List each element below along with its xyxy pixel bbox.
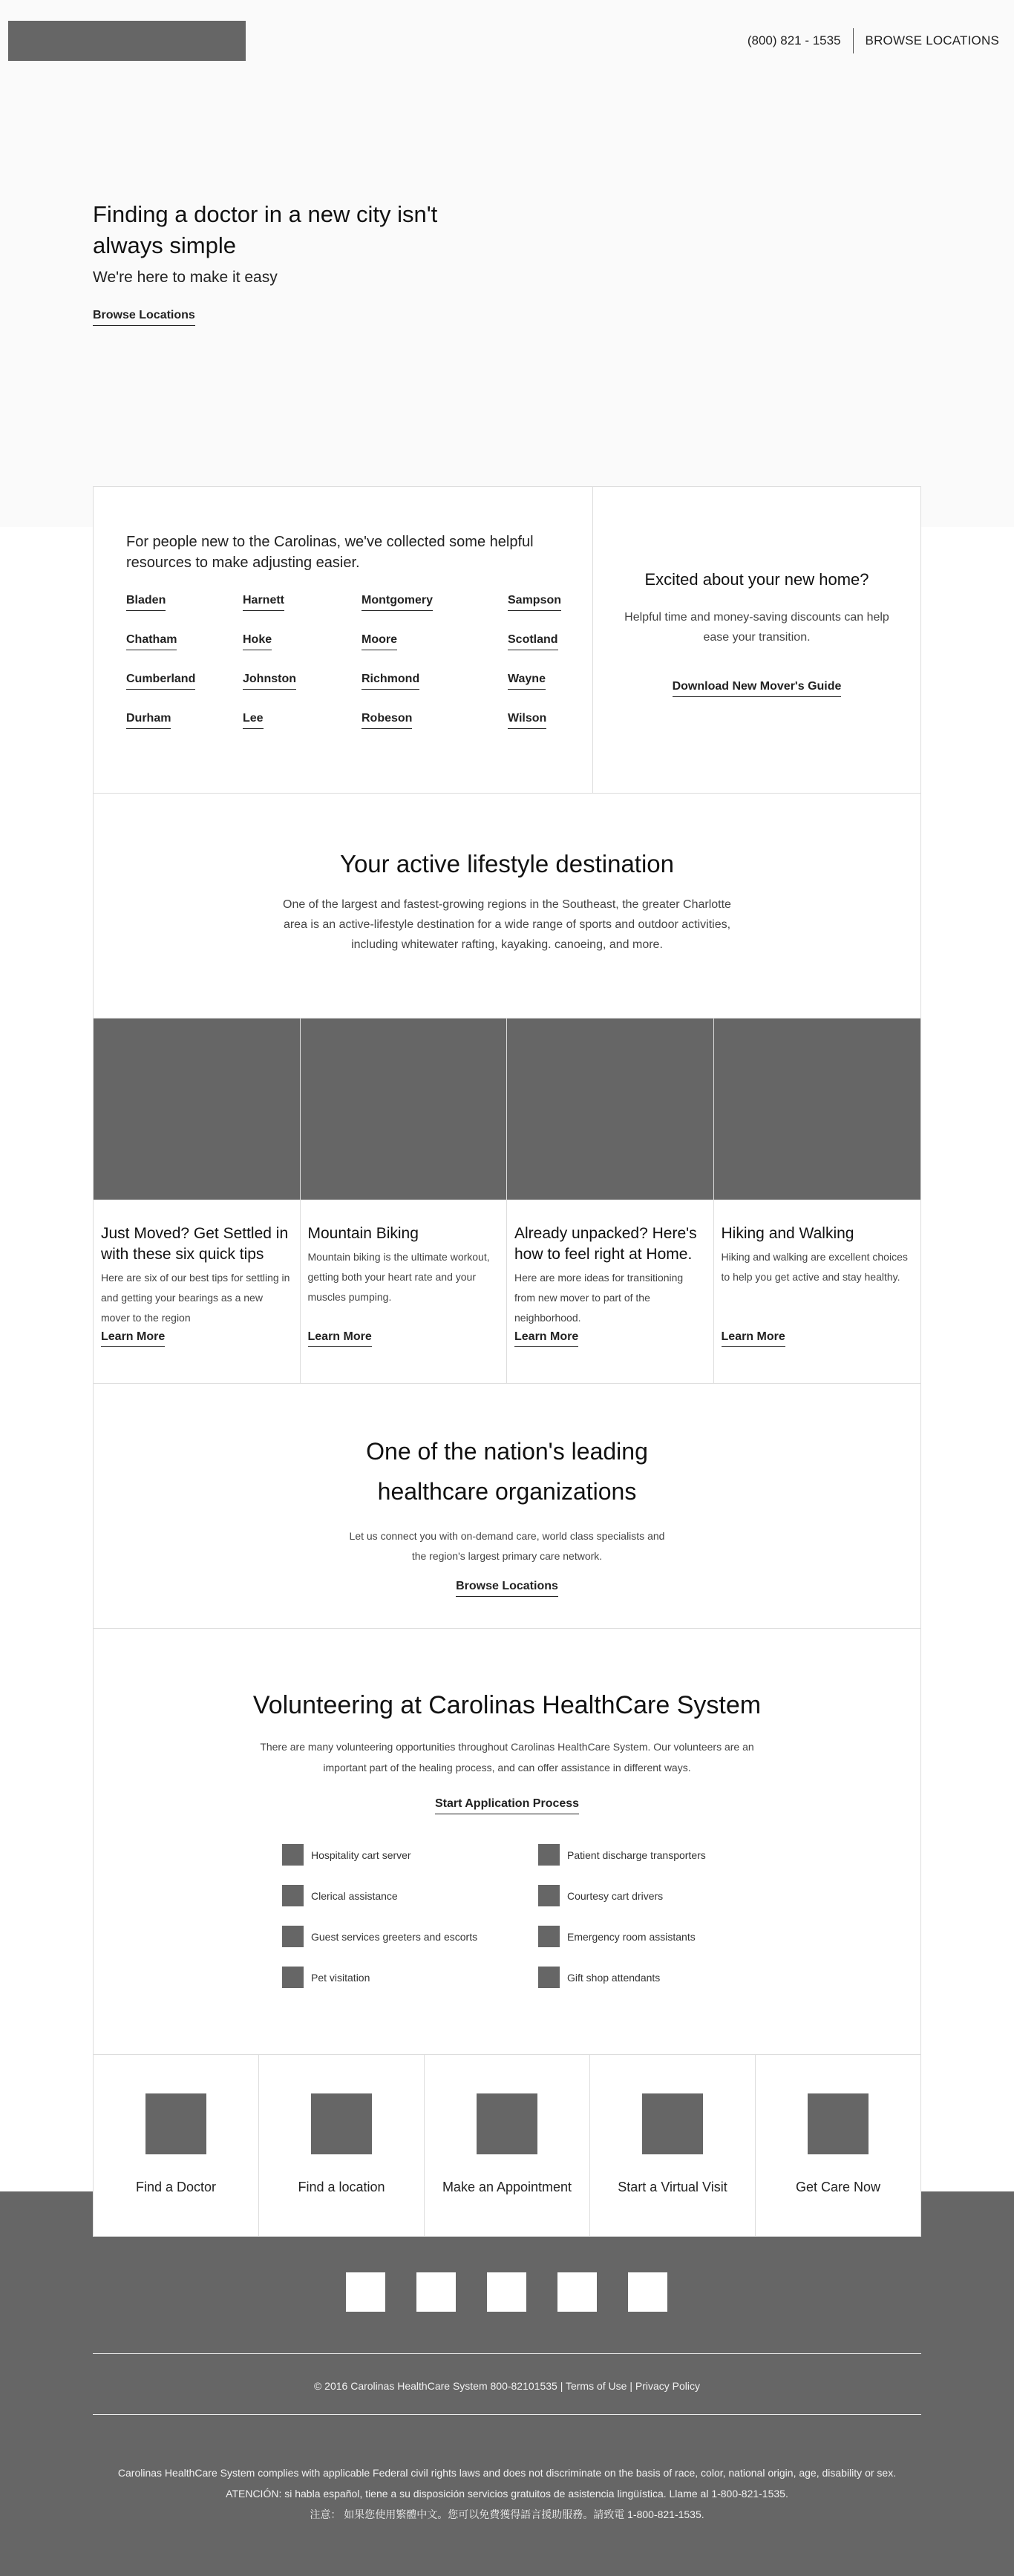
social-icon[interactable] <box>557 2272 597 2312</box>
volunteer-role <box>538 1926 731 1947</box>
role-icon <box>538 1844 560 1866</box>
quick-links <box>94 2055 920 2236</box>
card-learn-more-link[interactable]: Learn More <box>101 1330 165 1347</box>
county-link[interactable]: Bladen <box>126 594 166 611</box>
doctor-icon <box>145 2093 206 2154</box>
volunteer-text: There are many volunteering opportunities throughout Carolinas HealthCare System. Our volunteers are an important part of the healing process, and can offer assistance in different ways. <box>260 1741 754 1774</box>
movers-guide-title: Excited about your new home? <box>644 570 869 589</box>
header-actions <box>748 28 999 53</box>
hero-subtitle: We're here to make it easy <box>93 269 278 286</box>
phone-link[interactable]: (800) 821 - 1535 <box>748 28 854 53</box>
county-link[interactable]: Montgomery <box>362 594 433 611</box>
copyright <box>93 2380 921 2392</box>
county-list <box>126 594 560 729</box>
card-title: Already unpacked? Here's how to feel right at Home. <box>514 1225 697 1263</box>
terms-link[interactable]: Terms of Use <box>565 2380 627 2392</box>
healthcare-text: Let us connect you with on-demand care, world class specialists and the region's largest primary care network. <box>349 1530 665 1562</box>
card-body <box>507 1200 713 1384</box>
counties-intro: For people new to the Carolinas, we've collected some helpful resources to make adjusting easier. <box>126 534 534 571</box>
lifestyle-text: One of the largest and fastest-growing regions in the Southeast, the greater Charlotte area is an active-lifestyle destination for a wide range of sports and outdoor activities, including whitewater rafting, kayaking. canoeing, and more. <box>283 898 731 951</box>
quick-link-virtual-visit[interactable] <box>590 2055 756 2236</box>
card-body <box>94 1200 300 1384</box>
role-label: Hospitality cart server <box>311 1848 411 1861</box>
volunteer-role <box>282 1926 538 1947</box>
card-image <box>507 1019 713 1200</box>
role-label: Patient discharge transporters <box>567 1848 706 1861</box>
role-label: Pet visitation <box>311 1971 370 1984</box>
quick-link-find-location[interactable] <box>259 2055 425 2236</box>
county-link[interactable]: Wilson <box>508 712 546 729</box>
legal-spanish: ATENCIÓN: si habla español, tiene a su disposición servicios gratuitos de asistencia lingüística. Llame al 1-800-821-1535. <box>226 2488 788 2500</box>
role-label: Gift shop attendants <box>567 1971 661 1984</box>
movers-guide-panel <box>593 487 920 793</box>
quick-link-care-now[interactable] <box>756 2055 920 2236</box>
social-icon[interactable] <box>487 2272 526 2312</box>
role-label: Courtesy cart drivers <box>567 1889 664 1902</box>
card-text: Here are six of our best tips for settling in and getting your bearings as a new mover to the region <box>101 1272 290 1324</box>
volunteer-section <box>94 1629 920 2055</box>
role-icon <box>282 1926 304 1947</box>
volunteer-role <box>538 1967 731 1988</box>
counties-section <box>94 487 920 794</box>
hero <box>93 199 479 326</box>
role-icon <box>538 1885 560 1906</box>
card-learn-more-link[interactable]: Learn More <box>722 1330 785 1347</box>
card-body <box>301 1200 507 1384</box>
site-header <box>0 0 1014 82</box>
download-movers-guide-link[interactable]: Download New Mover's Guide <box>673 680 842 697</box>
role-label: Emergency room assistants <box>567 1930 696 1943</box>
card-title: Just Moved? Get Settled in with these six quick tips <box>101 1225 289 1263</box>
footer-divider <box>93 2353 921 2354</box>
article-cards <box>94 1019 920 1384</box>
volunteer-roles <box>282 1844 920 1988</box>
role-icon <box>282 1885 304 1906</box>
card-title: Mountain Biking <box>307 1225 419 1242</box>
card-text: Here are more ideas for transitioning from new mover to part of the neighborhood. <box>514 1272 684 1324</box>
card-text: Mountain biking is the ultimate workout, getting both your heart rate and your muscles pumping. <box>307 1251 490 1303</box>
healthcare-section <box>94 1384 920 1629</box>
quick-link-label: Start a Virtual Visit <box>618 2180 727 2194</box>
card-learn-more-link[interactable]: Learn More <box>514 1330 578 1347</box>
county-link[interactable]: Scotland <box>508 633 558 650</box>
card-image <box>714 1019 921 1200</box>
role-icon <box>538 1926 560 1947</box>
role-label: Guest services greeters and escorts <box>311 1930 478 1943</box>
county-link[interactable]: Hoke <box>243 633 272 650</box>
card-learn-more-link[interactable]: Learn More <box>308 1330 372 1347</box>
lifestyle-section <box>94 794 920 1019</box>
article-card <box>714 1019 921 1383</box>
browse-locations-link[interactable]: BROWSE LOCATIONS <box>865 33 999 48</box>
volunteer-role <box>282 1885 538 1906</box>
role-icon <box>282 1967 304 1988</box>
healthcare-title: One of the nation's leading healthcare organizations <box>366 1438 648 1505</box>
counties-panel <box>94 487 593 793</box>
legal-english: Carolinas HealthCare System complies with applicable Federal civil rights laws and does not discriminate on the basis of race, color, national origin, age, disability or sex. <box>117 2467 897 2479</box>
hero-browse-locations-link[interactable]: Browse Locations <box>93 309 195 326</box>
video-icon <box>642 2093 703 2154</box>
card-text: Hiking and walking are excellent choices to help you get active and stay healthy. <box>721 1251 908 1283</box>
social-icon[interactable] <box>628 2272 667 2312</box>
legal-notice <box>93 2462 921 2525</box>
volunteer-role <box>538 1844 731 1866</box>
social-icon[interactable] <box>416 2272 456 2312</box>
county-link[interactable]: Harnett <box>243 594 284 611</box>
quick-link-label: Find a Doctor <box>135 2180 217 2194</box>
volunteer-role <box>282 1967 538 1988</box>
quick-link-find-doctor[interactable] <box>94 2055 259 2236</box>
main-content <box>93 486 921 2237</box>
volunteer-title: Volunteering at Carolinas HealthCare System <box>252 1691 762 1719</box>
article-card <box>301 1019 508 1383</box>
card-image <box>301 1019 507 1200</box>
legal-chinese: 注意： 如果您使用繁體中文。您可以免費獲得語言援助服務。請致電 1-800-821-1535. <box>310 2508 704 2520</box>
social-icon[interactable] <box>346 2272 385 2312</box>
quick-link-label: Get Care Now <box>795 2180 881 2194</box>
county-link[interactable]: Wayne <box>508 673 546 690</box>
calendar-icon <box>477 2093 537 2154</box>
card-title: Hiking and Walking <box>721 1225 854 1242</box>
county-link[interactable]: Richmond <box>362 673 419 690</box>
county-link[interactable]: Moore <box>362 633 397 650</box>
county-link[interactable]: Lee <box>243 712 264 729</box>
lifestyle-title: Your active lifestyle destination <box>339 850 675 877</box>
volunteer-role <box>282 1844 538 1866</box>
care-icon <box>808 2093 869 2154</box>
article-card <box>94 1019 301 1383</box>
card-image <box>94 1019 300 1200</box>
role-label: Clerical assistance <box>311 1889 398 1902</box>
card-body <box>714 1200 921 1384</box>
role-icon <box>538 1967 560 1988</box>
county-link[interactable]: Cumberland <box>126 673 195 690</box>
county-link[interactable]: Robeson <box>362 712 412 729</box>
start-application-link[interactable]: Start Application Process <box>435 1797 579 1814</box>
county-link[interactable]: Durham <box>126 712 171 729</box>
quick-link-appointment[interactable] <box>425 2055 590 2236</box>
quick-link-label: Make an Appointment <box>442 2180 572 2194</box>
county-link[interactable]: Chatham <box>126 633 177 650</box>
copyright-text: © 2016 Carolinas HealthCare System 800-82101535 | <box>313 2380 563 2392</box>
county-link[interactable]: Johnston <box>243 673 296 690</box>
site-logo[interactable] <box>8 21 246 61</box>
movers-guide-text: Helpful time and money-saving discounts can help ease your transition. <box>624 611 889 644</box>
hero-title: Finding a doctor in a new city isn't always simple <box>93 201 438 258</box>
volunteer-role <box>538 1885 731 1906</box>
healthcare-browse-locations-link[interactable]: Browse Locations <box>456 1580 558 1597</box>
county-link[interactable]: Sampson <box>508 594 561 611</box>
location-icon <box>311 2093 372 2154</box>
quick-link-label: Find a location <box>298 2180 385 2194</box>
privacy-link[interactable]: Privacy Policy <box>635 2380 701 2392</box>
social-links <box>346 2272 667 2312</box>
footer-separator: | <box>629 2380 632 2392</box>
role-icon <box>282 1844 304 1866</box>
article-card <box>507 1019 714 1383</box>
footer-divider <box>93 2414 921 2415</box>
